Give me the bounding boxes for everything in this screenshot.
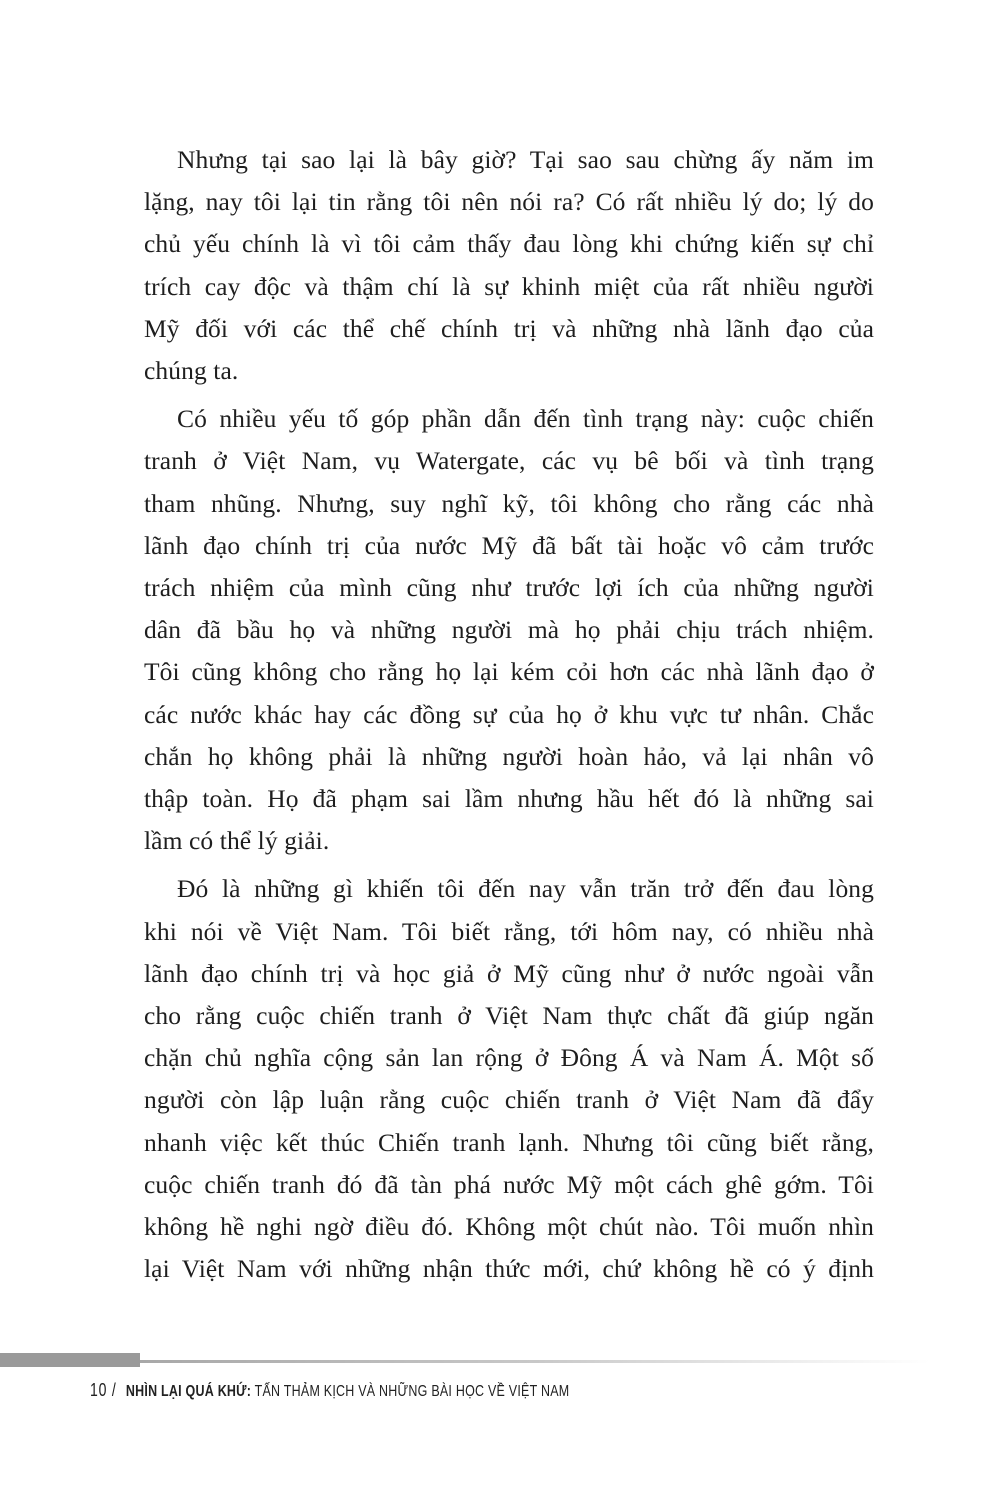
text-line: lãnh đạo chính trị của nước Mỹ đã bất tài hoặc vô cảm trước bbox=[144, 530, 874, 560]
footer-divider bbox=[140, 1360, 930, 1363]
text-line: chặn chủ nghĩa cộng sản lan rộng ở Đông Á và Nam Á. Một số bbox=[144, 1043, 874, 1073]
text-line: lại Việt Nam với những nhận thức mới, chứ không hề có ý định bbox=[144, 1254, 874, 1284]
text-line: lặng, nay tôi lại tin rằng tôi nên nói ra? Có rất nhiều lý do; lý do bbox=[144, 187, 874, 217]
text-line: thập toàn. Họ đã phạm sai lầm nhưng hầu hết đó là những sai bbox=[144, 784, 874, 814]
text-line: Có nhiều yếu tố góp phần dẫn đến tình trạng này: cuộc chiến bbox=[177, 404, 874, 434]
paragraph-1 bbox=[144, 139, 874, 392]
text-line: trích cay độc và thậm chí là sự khinh miệt của rất nhiều người bbox=[144, 271, 874, 301]
text-line: khi nói về Việt Nam. Tôi biết rằng, tới hôm nay, có nhiều nhà bbox=[144, 916, 874, 946]
text-line: chắn họ không phải là những người hoàn hảo, vả lại nhân vô bbox=[144, 741, 874, 771]
text-line: Nhưng tại sao lại là bây giờ? Tại sao sau chừng ấy năm im bbox=[177, 145, 874, 174]
running-footer bbox=[90, 1380, 569, 1401]
text-line: tranh ở Việt Nam, vụ Watergate, các vụ bê bối và tình trạng bbox=[144, 446, 874, 476]
text-line: trách nhiệm của mình cũng như trước lợi ích của những người bbox=[144, 573, 874, 603]
book-title-main: NHÌN LẠI QUÁ KHỨ: bbox=[125, 1383, 252, 1400]
text-line: chúng ta. bbox=[144, 356, 239, 386]
paragraph-2 bbox=[144, 398, 874, 862]
book-title-subtitle: TẤN THẢM KỊCH VÀ NHỮNG BÀI HỌC VỀ VIỆT NAM bbox=[251, 1383, 570, 1400]
text-line: Mỹ đối với các thể chế chính trị và những nhà lãnh đạo của bbox=[144, 313, 874, 343]
text-line: người còn lập luận rằng cuộc chiến tranh ở Việt Nam đã đẩy bbox=[144, 1085, 874, 1115]
text-line: Đó là những gì khiến tôi đến nay vẫn trăn trở đến đau lòng bbox=[177, 874, 874, 904]
text-line: Tôi cũng không cho rằng họ lại kém cỏi hơn các nhà lãnh đạo ở bbox=[144, 657, 874, 687]
text-line: cho rằng cuộc chiến tranh ở Việt Nam thực chất đã giúp ngăn bbox=[144, 1001, 874, 1031]
text-line: không hề nghi ngờ điều đó. Không một chút nào. Tôi muốn nhìn bbox=[144, 1212, 874, 1242]
text-line: dân đã bầu họ và những người mà họ phải chịu trách nhiệm. bbox=[144, 615, 874, 645]
text-line: nhanh việc kết thúc Chiến tranh lạnh. Nhưng tôi cũng biết rằng, bbox=[144, 1127, 874, 1157]
text-line: cuộc chiến tranh đó đã tàn phá nước Mỹ một cách ghê gớm. Tôi bbox=[144, 1169, 874, 1199]
text-line: tham nhũng. Nhưng, suy nghĩ kỹ, tôi không cho rằng các nhà bbox=[144, 488, 874, 518]
text-line: lãnh đạo chính trị và học giả ở Mỹ cũng như ở nước ngoài vẫn bbox=[144, 958, 874, 988]
text-line: các nước khác hay các đồng sự của họ ở khu vực tư nhân. Chắc bbox=[144, 699, 874, 729]
text-line: chủ yếu chính là vì tôi cảm thấy đau lòng khi chứng kiến sự chỉ bbox=[144, 229, 874, 259]
text-line: lầm có thể lý giải. bbox=[144, 826, 330, 856]
page-body bbox=[144, 139, 874, 1296]
paragraph-3 bbox=[144, 868, 874, 1290]
footer-accent-bar bbox=[0, 1353, 140, 1367]
page-number: 10 / bbox=[90, 1380, 117, 1400]
